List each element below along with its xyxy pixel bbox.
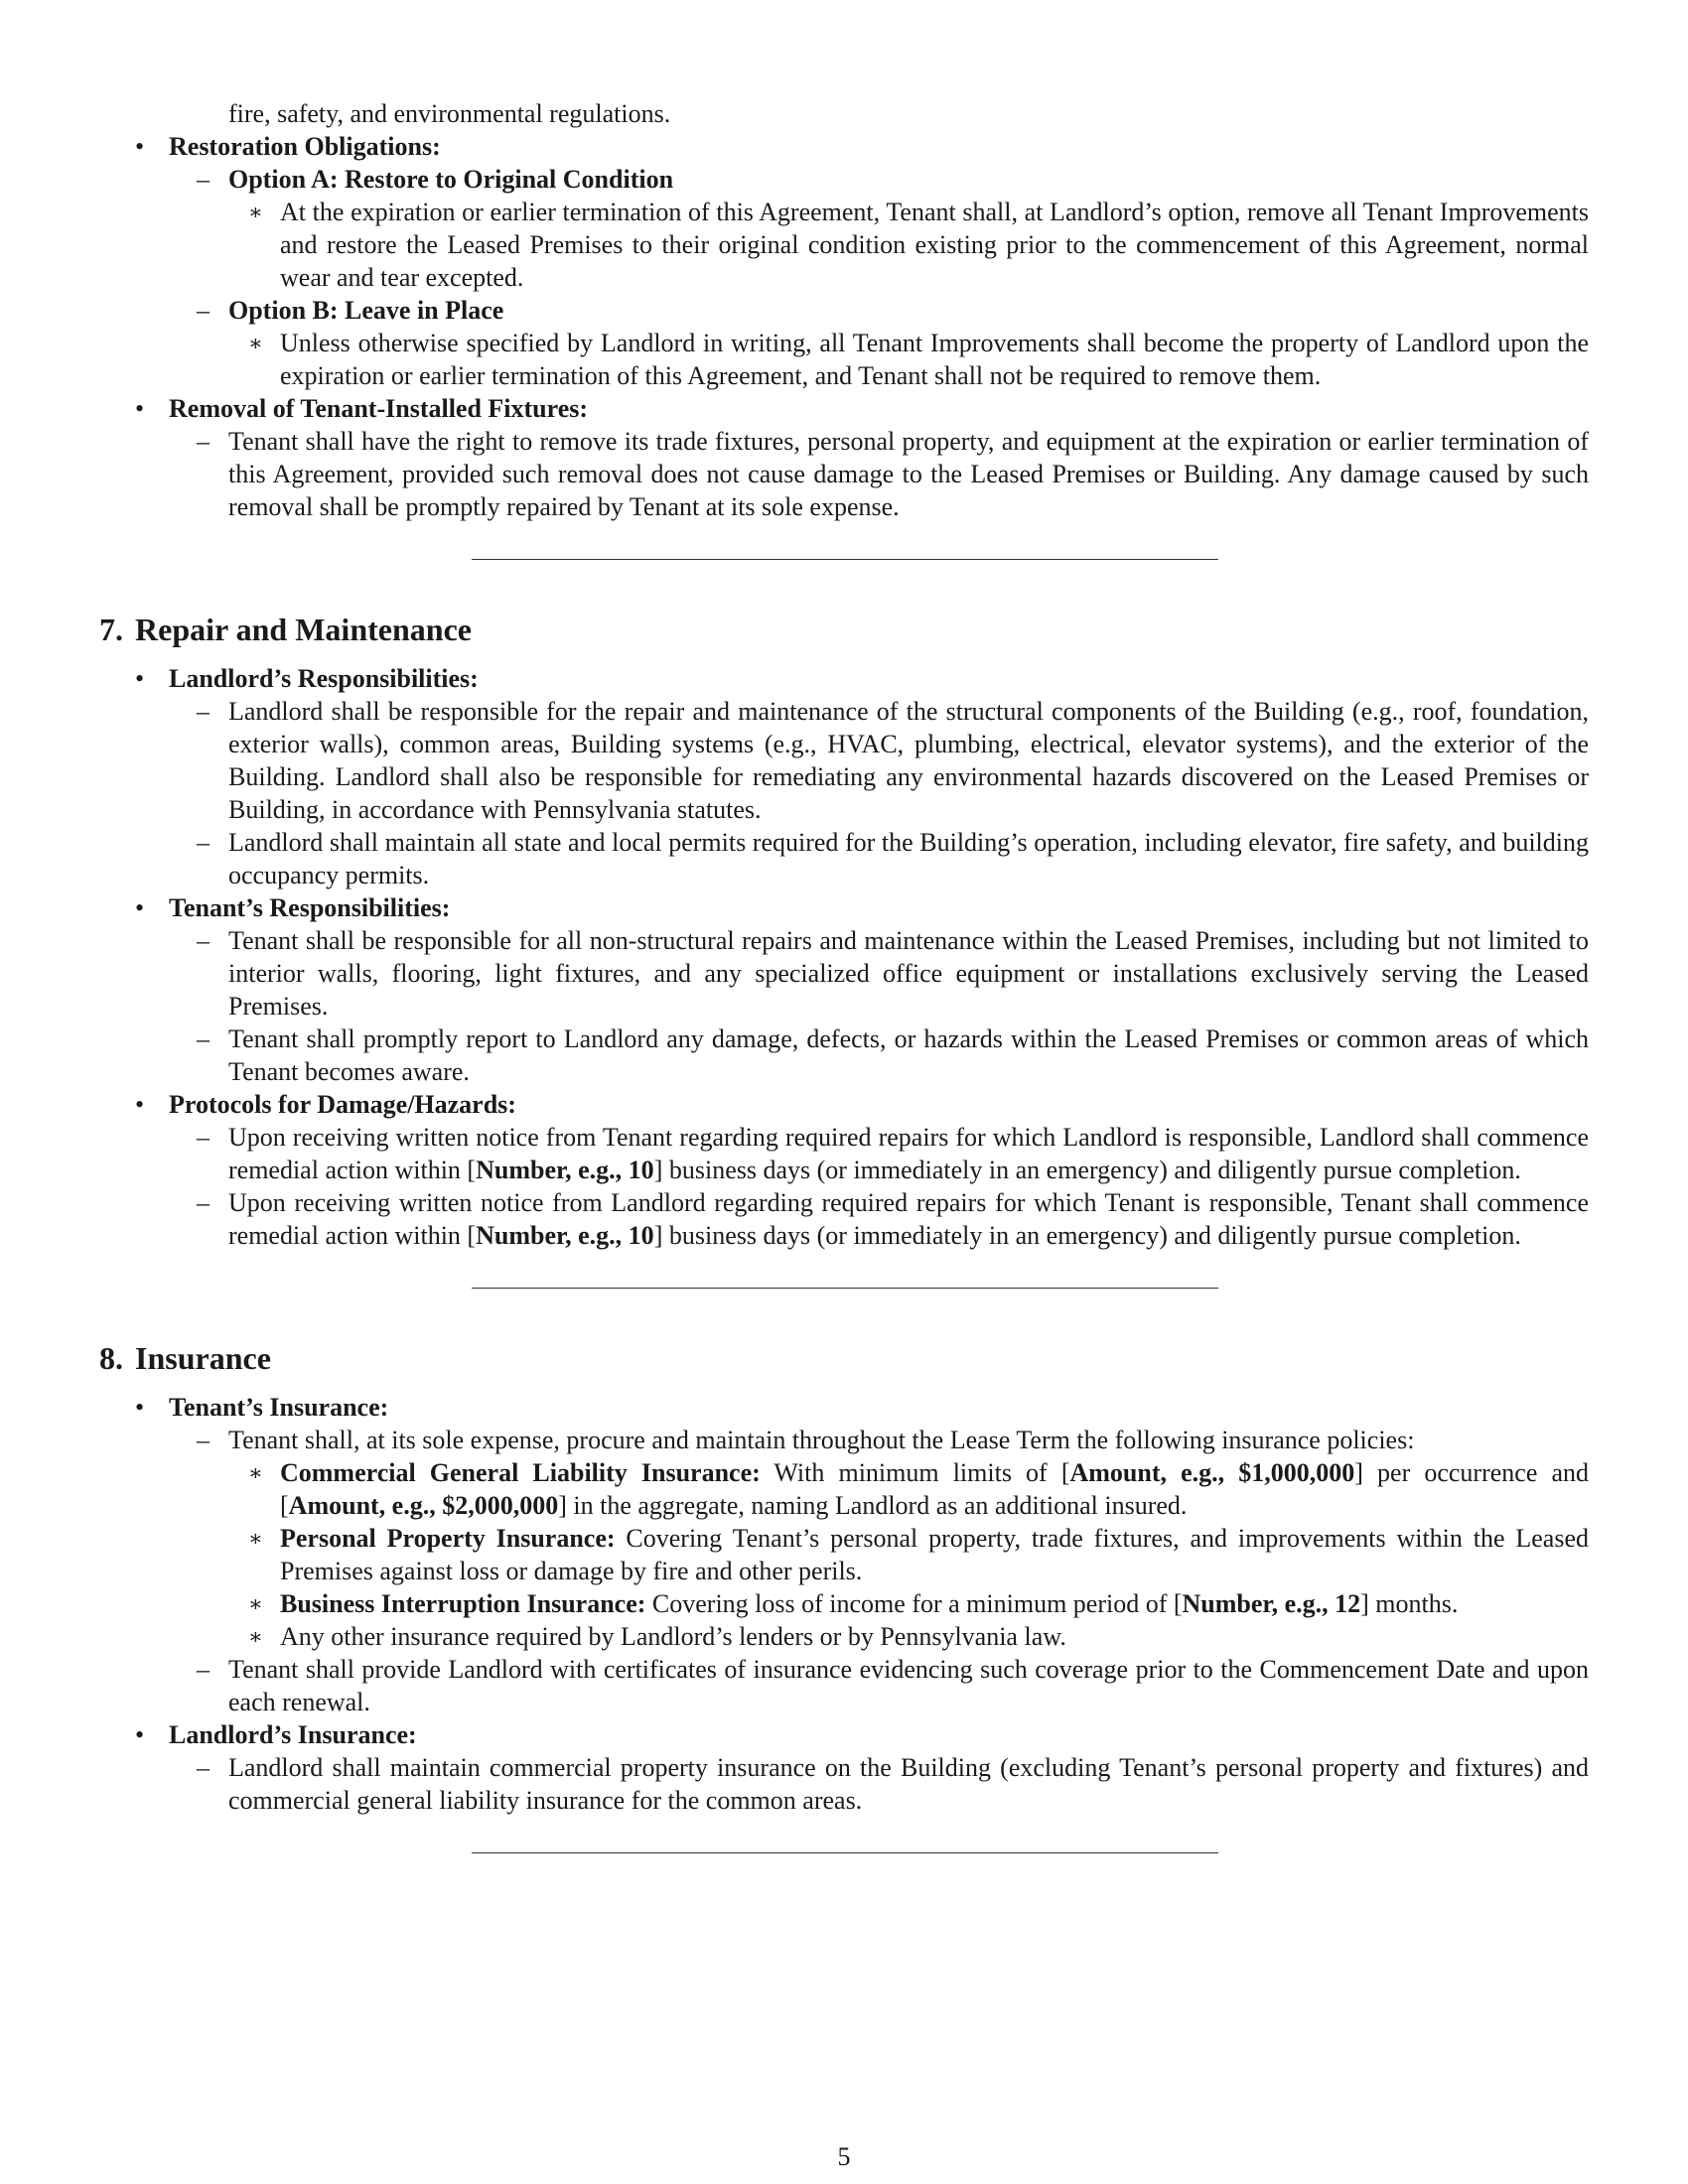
section-divider	[472, 1852, 1218, 1853]
other-insurance-text: Any other insurance required by Landlord’s lenders or by Pennsylvania law.	[280, 1622, 1066, 1651]
option-b-label: Option B: Leave in Place	[228, 296, 504, 325]
landlord-insurance-text: Landlord shall maintain commercial property insurance on the Building (excluding Tenant’s personal property and fixtures) and commercial general liability insurance for the common areas.	[228, 1753, 1589, 1815]
section7-heading	[99, 610, 1589, 649]
section-divider	[472, 1288, 1218, 1289]
tenant-resp-1	[99, 924, 1589, 1023]
tenant-resp-2	[99, 1023, 1589, 1088]
landlord-insurance-item	[99, 1718, 1589, 1751]
landlord-insurance-text-item	[99, 1751, 1589, 1817]
protocol-1	[99, 1121, 1589, 1186]
star-icon: ∗	[248, 1591, 263, 1616]
dash-icon: –	[197, 165, 210, 194]
dash-icon: –	[197, 828, 210, 857]
protocols-item	[99, 1088, 1589, 1121]
dash-icon: –	[197, 296, 210, 325]
tenant-responsibilities-label: Tenant’s Responsibilities:	[169, 893, 451, 922]
option-a-item	[99, 163, 1589, 196]
cgl-amount-1: Amount, e.g., $1,000,000	[1069, 1458, 1355, 1487]
dash-icon: –	[197, 697, 210, 726]
bullet-icon: •	[135, 1090, 145, 1119]
section8-number: 8.	[99, 1340, 123, 1376]
personal-property-item	[99, 1522, 1589, 1587]
tenant-responsibilities-item	[99, 891, 1589, 924]
star-icon: ∗	[248, 1460, 263, 1485]
tenant-insurance-item	[99, 1391, 1589, 1424]
dash-icon: –	[197, 1753, 210, 1782]
certificates-text: Tenant shall provide Landlord with certificates of insurance evidencing such coverage prior to the Commencement Date and upon each renewal.	[228, 1655, 1589, 1716]
cgl-text-c: ] per occurrence and [	[280, 1458, 1589, 1520]
bullet-icon: •	[135, 132, 145, 161]
removal-fixtures-text	[99, 425, 1589, 523]
protocol-2	[99, 1186, 1589, 1252]
dash-icon: –	[197, 1426, 210, 1454]
page-number: 5	[837, 2142, 851, 2171]
cgl-label: Commercial General Liability Insurance:	[280, 1458, 761, 1487]
landlord-resp-2	[99, 826, 1589, 891]
dash-icon: –	[197, 427, 210, 456]
tenant-insurance-intro-text: Tenant shall, at its sole expense, procure and maintain throughout the Lease Term the following insurance policies:	[228, 1426, 1415, 1454]
section6-tail-line: fire, safety, and environmental regulations.	[228, 99, 671, 128]
business-interruption-text-a: Covering loss of income for a minimum period of [	[645, 1589, 1183, 1618]
landlord-resp-1	[99, 695, 1589, 826]
dash-icon: –	[197, 1024, 210, 1053]
personal-property-text: Covering Tenant’s personal property, trade fixtures, and improvements within the Leased Premises against loss or damage by fire and other perils.	[280, 1524, 1590, 1585]
protocol-1-text-c: ] business days (or immediately in an emergency) and diligently pursue completion.	[653, 1156, 1521, 1184]
option-b-paragraph: Unless otherwise specified by Landlord in writing, all Tenant Improvements shall become the property of Landlord upon the expiration or earlier termination of this Agreement, and Tenant shall not be required to remove them.	[280, 329, 1589, 390]
bullet-icon: •	[135, 664, 145, 693]
tenant-resp-1-text: Tenant shall be responsible for all non-structural repairs and maintenance within the Leased Premises, including but not limited to interior walls, flooring, light fixtures, and any specialized office equipment or installations exclusively serving the Leased Premises.	[228, 926, 1589, 1021]
personal-property-label: Personal Property Insurance:	[280, 1524, 616, 1553]
cgl-amount-2: Amount, e.g., $2,000,000	[288, 1491, 559, 1520]
cgl-text-a: With minimum limits of [	[760, 1458, 1070, 1487]
landlord-resp-2-text: Landlord shall maintain all state and local permits required for the Building’s operation, including elevator, fire safety, and building occupancy permits.	[228, 828, 1589, 889]
restoration-obligations-item	[99, 130, 1589, 163]
removal-fixtures-paragraph: Tenant shall have the right to remove its trade fixtures, personal property, and equipment at the expiration or earlier termination of this Agreement, provided such removal does not cause damage to the Leased Premises or Building. Any damage caused by such removal shall be promptly repaired by Tenant at its sole expense.	[228, 427, 1589, 521]
tenant-resp-2-text: Tenant shall promptly report to Landlord any damage, defects, or hazards within the Leased Premises or common areas of which Tenant becomes aware.	[228, 1024, 1589, 1086]
bullet-icon: •	[135, 1720, 145, 1749]
star-icon: ∗	[248, 1624, 263, 1649]
dash-icon: –	[197, 1123, 210, 1152]
option-b-text	[99, 327, 1589, 392]
certificates-item	[99, 1653, 1589, 1718]
business-interruption-text-c: ] months.	[1360, 1589, 1459, 1618]
dash-icon: –	[197, 1655, 210, 1684]
tenant-insurance-label: Tenant’s Insurance:	[169, 1393, 389, 1422]
star-icon: ∗	[248, 200, 263, 224]
landlord-resp-1-text: Landlord shall be responsible for the repair and maintenance of the structural components of the Building (e.g., roof, foundation, exterior walls), common areas, Building systems (e.g., HVAC, plumbing, electrical, elevator systems), and the exterior of the Building. Landlord shall also be responsible for remediating any environmental hazards discovered on the Leased Premises or Building, in accordance with Pennsylvania statutes.	[228, 697, 1589, 824]
section-divider	[472, 559, 1218, 560]
option-b-item	[99, 294, 1589, 327]
dash-icon: –	[197, 1188, 210, 1217]
section8-title: Insurance	[135, 1340, 271, 1376]
protocol-2-text-a: Upon receiving written notice from Landlord regarding required repairs for which Tenant is responsible, Tenant shall commence remedial action within [	[228, 1188, 1589, 1250]
protocol-2-placeholder: Number, e.g., 10	[476, 1221, 654, 1250]
cgl-text-e: ] in the aggregate, naming Landlord as an additional insured.	[558, 1491, 1188, 1520]
protocol-1-text-a: Upon receiving written notice from Tenant regarding required repairs for which Landlord is responsible, Landlord shall commence remedial action within [	[228, 1123, 1589, 1184]
other-insurance-item	[99, 1620, 1589, 1653]
section7-title: Repair and Maintenance	[135, 612, 472, 647]
protocol-2-text-c: ] business days (or immediately in an emergency) and diligently pursue completion.	[653, 1221, 1521, 1250]
star-icon: ∗	[248, 1526, 263, 1551]
protocol-1-placeholder: Number, e.g., 10	[476, 1156, 654, 1184]
option-a-paragraph: At the expiration or earlier termination of this Agreement, Tenant shall, at Landlord’s option, remove all Tenant Improvements and restore the Leased Premises to their original condition existing prior to the commencement of this Agreement, normal wear and tear excepted.	[280, 198, 1589, 292]
document-body	[99, 97, 1589, 1853]
protocols-label: Protocols for Damage/Hazards:	[169, 1090, 516, 1119]
landlord-responsibilities-item	[99, 662, 1589, 695]
landlord-insurance-label: Landlord’s Insurance:	[169, 1720, 417, 1749]
landlord-responsibilities-label: Landlord’s Responsibilities:	[169, 664, 479, 693]
bullet-icon: •	[135, 394, 145, 423]
section8-heading	[99, 1338, 1589, 1378]
tenant-insurance-intro	[99, 1424, 1589, 1456]
bullet-icon: •	[135, 1393, 145, 1422]
star-icon: ∗	[248, 331, 263, 355]
option-a-label: Option A: Restore to Original Condition	[228, 165, 674, 194]
bullet-icon: •	[135, 893, 145, 922]
option-a-text	[99, 196, 1589, 294]
restoration-obligations-label: Restoration Obligations:	[169, 132, 441, 161]
removal-fixtures-item	[99, 392, 1589, 425]
business-interruption-period: Number, e.g., 12	[1182, 1589, 1361, 1618]
removal-fixtures-label: Removal of Tenant-Installed Fixtures:	[169, 394, 589, 423]
section7-number: 7.	[99, 612, 123, 647]
business-interruption-label: Business Interruption Insurance:	[280, 1589, 646, 1618]
business-interruption-item	[99, 1587, 1589, 1620]
dash-icon: –	[197, 926, 210, 955]
cgl-item	[99, 1456, 1589, 1522]
